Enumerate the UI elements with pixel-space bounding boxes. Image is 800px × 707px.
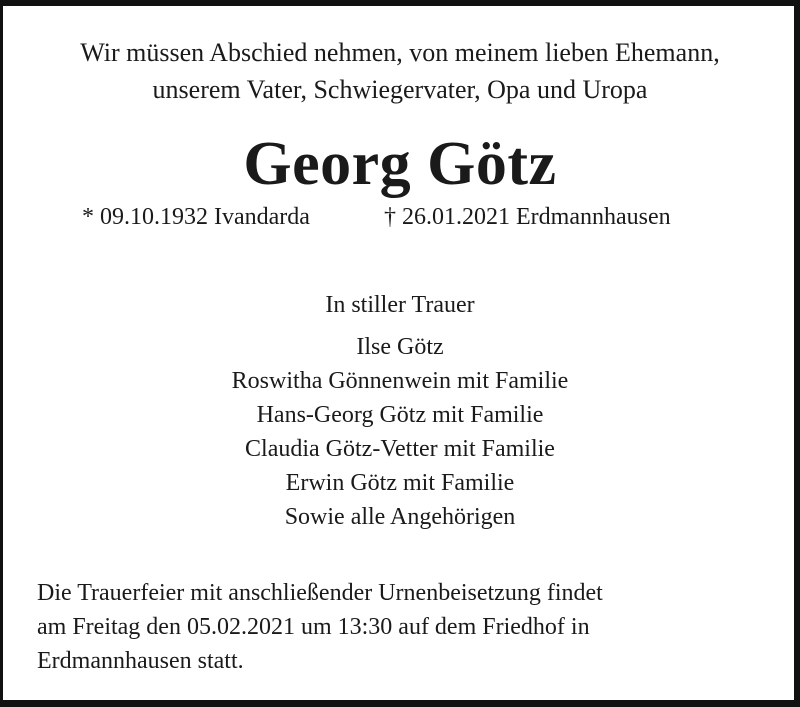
service-line: am Freitag den 05.02.2021 um 13:30 auf dem Friedhof in bbox=[37, 614, 590, 640]
mourner-name: Sowie alle Angehörigen bbox=[284, 504, 516, 530]
service-line: Erdmannhausen statt. bbox=[37, 648, 244, 674]
mourners-block bbox=[0, 288, 800, 534]
deceased-name: Georg Götz bbox=[243, 130, 557, 198]
mourner-name: Roswitha Gönnenwein mit Familie bbox=[231, 368, 569, 394]
mourner-name: Hans-Georg Götz mit Familie bbox=[256, 402, 544, 428]
mourning-heading: In stiller Trauer bbox=[325, 292, 475, 318]
service-line: Die Trauerfeier mit anschließender Urnenbeisetzung findet bbox=[37, 580, 603, 606]
intro-text bbox=[0, 34, 800, 108]
mourner-name: Erwin Götz mit Familie bbox=[285, 470, 515, 496]
birth-date: * 09.10.1932 Ivandarda bbox=[82, 204, 310, 230]
service-info bbox=[37, 576, 737, 678]
mourner-name: Ilse Götz bbox=[356, 334, 444, 360]
mourners-list bbox=[0, 330, 800, 534]
mourner-name: Claudia Götz-Vetter mit Familie bbox=[245, 436, 555, 462]
death-date: † 26.01.2021 Erdmannhausen bbox=[384, 204, 671, 230]
intro-line: Wir müssen Abschied nehmen, von meinem lieben Ehemann, bbox=[80, 38, 720, 67]
intro-line: unserem Vater, Schwiegervater, Opa und Uropa bbox=[152, 75, 648, 104]
